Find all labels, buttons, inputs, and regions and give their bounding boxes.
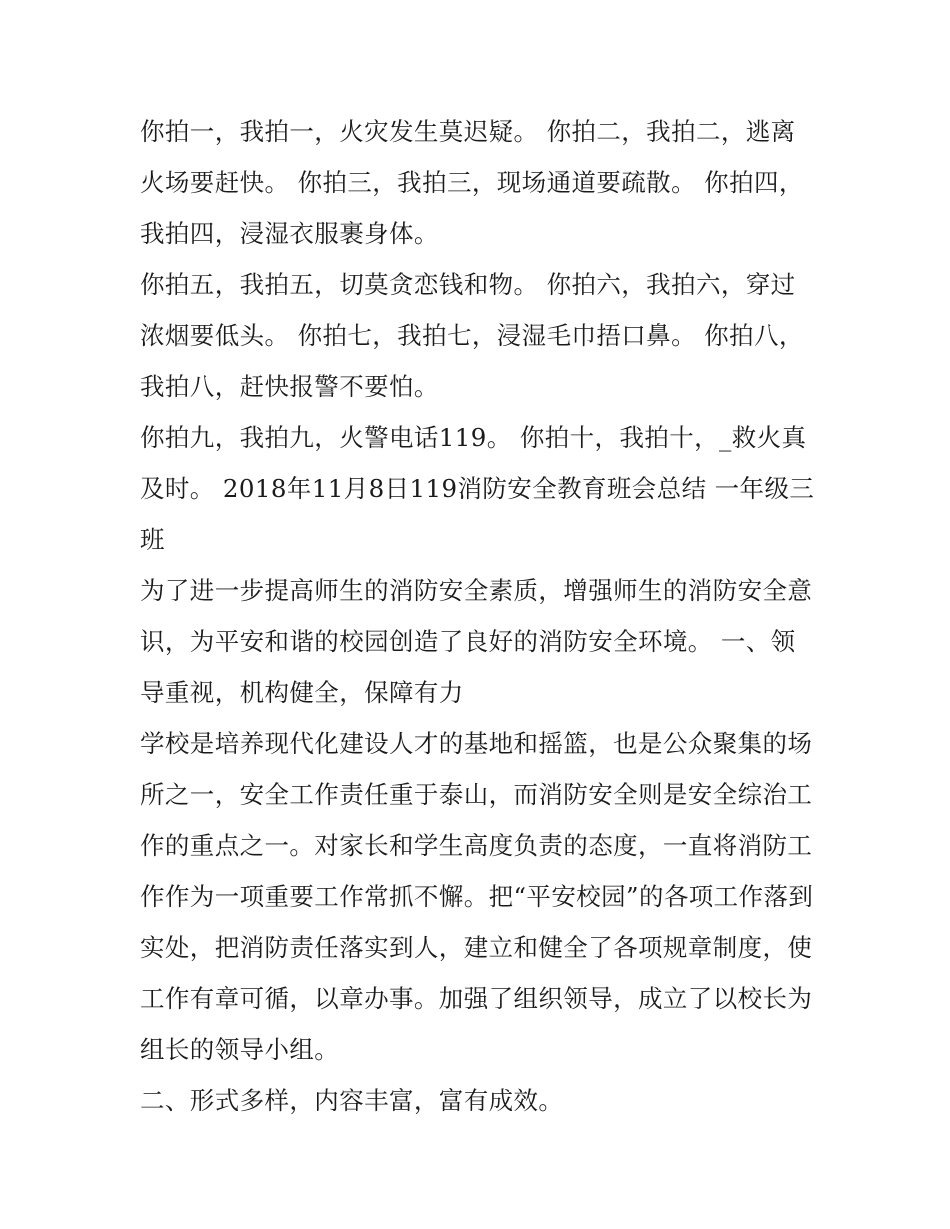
paragraph-clapping-rhyme-1: 你拍一，我拍一，火灾发生莫迟疑。 你拍二，我拍二，逃离火场要赶快。 你拍三，我拍三，现场通道要疏散。 你拍四，我拍四，浸湿衣服裹身体。 [140, 117, 804, 248]
paragraph-school-safety: 学校是培养现代化建设人才的基地和摇篮，也是公众聚集的场所之一，安全工作责任重于泰山，而消防安全则是安全综治工作的重点之一。对家长和学生高度负责的态度，一直将消防工作作为一项重要工作常抓不懈。把“平安校园”的各项工作落到实处，把消防责任落实到人，建立和健全了各项规章制度，使工作有章可循，以章办事。加强了组织领导，成立了以校长为组长的领导小组。 [140, 729, 814, 1064]
paragraph-clapping-rhyme-3: 你拍九，我拍九，火警电话119。 你拍十，我拍十，_救火真及时。 2018年11月8日119消防安全教育班会总结 一年级三班 [140, 423, 815, 554]
section-heading-two: 二、形式多样，内容丰富，富有成效。 [140, 1086, 564, 1115]
paragraph-intro: 为了进一步提高师生的消防安全素质，增强师生的消防安全意识，为平安和谐的校园创造了良好的消防安全环境。 一、领导重视，机构健全，保障有力 [140, 576, 813, 707]
paragraph-clapping-rhyme-2: 你拍五，我拍五，切莫贪恋钱和物。 你拍六，我拍六，穿过浓烟要低头。 你拍七，我拍七，浸湿毛巾捂口鼻。 你拍八，我拍八，赶快报警不要怕。 [140, 270, 804, 401]
document-body [140, 106, 815, 1126]
